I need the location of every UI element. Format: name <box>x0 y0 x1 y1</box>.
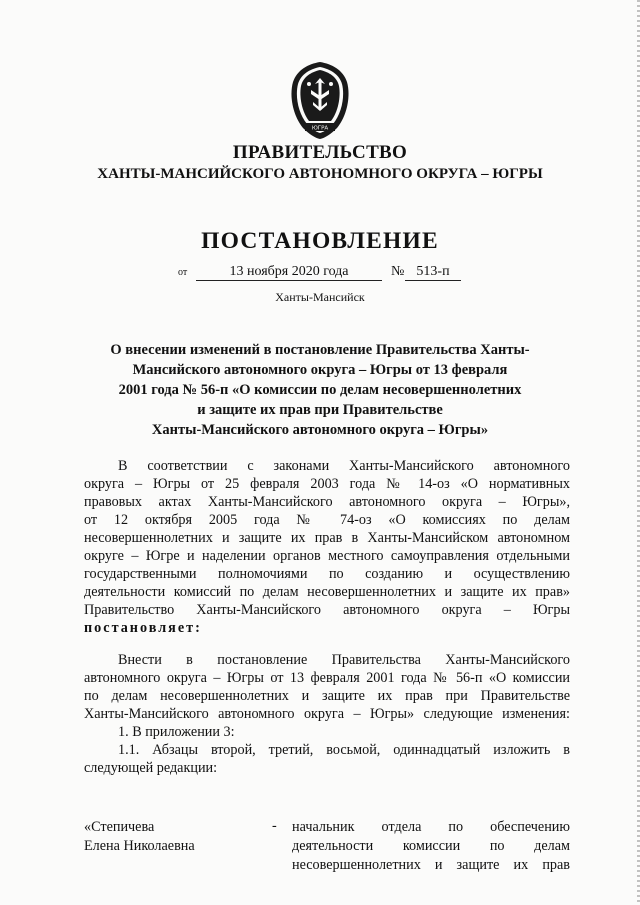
text-line: округа – Югры от 25 февраля 2003 года № 14-оз «О нормативных <box>84 476 570 492</box>
emblem-text: ЮГРА <box>311 125 329 132</box>
text-line: несовершеннолетних и защите их прав в Ханты-Мансийском автономном <box>84 530 570 546</box>
text-line: Правительство Ханты-Мансийского автономного округа – Югры <box>84 602 570 618</box>
region-heading: ХАНТЫ-МАНСИЙСКОГО АВТОНОМНОГО ОКРУГА – ЮГРЫ <box>97 166 543 182</box>
member-description <box>292 818 570 875</box>
text-line: деятельности комиссии по делам <box>292 838 570 854</box>
amendment-paragraph <box>84 651 570 777</box>
title-line: 2001 года № 56-п «О комиссии по делам несовершеннолетних <box>118 382 522 398</box>
document-number: 513-п <box>405 264 461 281</box>
text-line: округе – Югре и наделении органов местного самоуправления отдельными <box>84 548 570 564</box>
number-label: № <box>391 264 405 279</box>
member-surname: «Степичева <box>84 819 155 835</box>
title-line: О внесении изменений в постановление Правительства Ханты- <box>110 342 530 358</box>
dateline <box>178 264 478 284</box>
text-line: начальник отдела по обеспечению <box>292 819 570 835</box>
text-line: несовершеннолетних и защите их прав <box>292 857 570 873</box>
text-line: государственными полномочиями по созданию и осуществлению <box>84 566 570 582</box>
item-1: 1. В приложении 3: <box>118 724 235 740</box>
item-1-1-cont: следующей редакции: <box>84 760 218 776</box>
text-line: по делам несовершеннолетних и защите их прав при Правительстве <box>84 688 570 704</box>
text-line: деятельности комиссий по делам несовершеннолетних и защите их прав» <box>84 584 570 600</box>
text-line: Внести в постановление Правительства Ханты-Мансийского <box>118 652 570 668</box>
text-line: автономного округа – Югры от 13 февраля 2001 года № 56-п «О комиссии <box>84 670 570 686</box>
member-name <box>84 818 195 856</box>
text-line: В соответствии с законами Ханты-Мансийского автономного <box>118 458 570 474</box>
preamble-paragraph <box>84 457 570 637</box>
member-dash: - <box>272 818 277 834</box>
title-line: Ханты-Мансийского автономного округа – Югры» <box>151 422 489 438</box>
resolves-word: постановляет: <box>84 620 202 636</box>
text-line: Ханты-Мансийского автономного округа – Югры» следующие изменения: <box>84 706 570 722</box>
date-from-label: от <box>178 267 188 278</box>
item-1-1: 1.1. Абзацы второй, третий, восьмой, одиннадцатый изложить в <box>118 742 570 758</box>
resolves-line <box>84 619 570 637</box>
document-date: 13 ноября 2020 года <box>196 264 382 281</box>
document-type-heading: ПОСТАНОВЛЕНИЕ <box>201 228 439 254</box>
coat-of-arms-icon <box>287 60 353 140</box>
city-name: Ханты-Мансийск <box>275 290 365 304</box>
text-line: от 12 октября 2005 года № 74-оз «О комиссиях по делам <box>84 512 570 528</box>
title-line: Мансийского автономного округа – Югры от 13 февраля <box>132 362 508 378</box>
title-line: и защите их прав при Правительстве <box>197 402 443 418</box>
member-first-names: Елена Николаевна <box>84 838 195 854</box>
text-line: правовых актах Ханты-Мансийского автономного округа – Югры», <box>84 494 570 510</box>
government-heading: ПРАВИТЕЛЬСТВО <box>232 142 408 163</box>
document-title <box>0 340 640 440</box>
